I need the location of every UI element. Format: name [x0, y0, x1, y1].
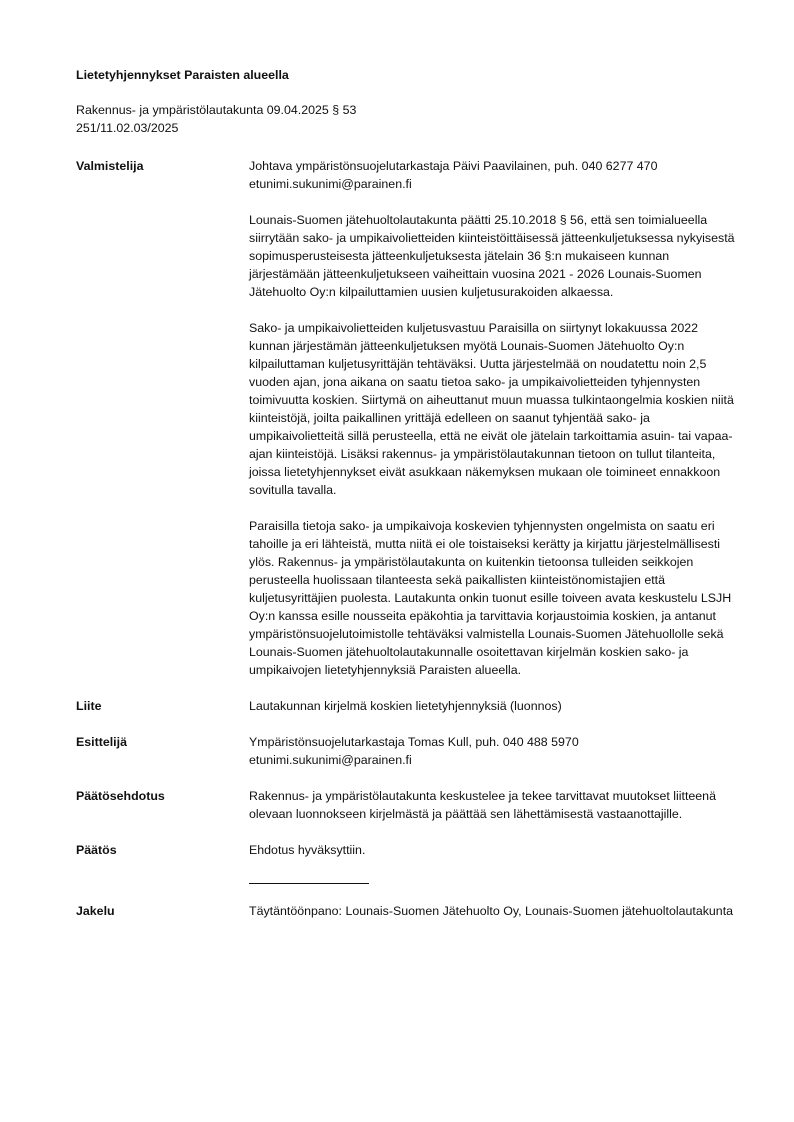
document-title: Lietetyhjennykset Paraisten alueella	[76, 68, 289, 82]
section-esittelija	[76, 733, 746, 769]
preparer-contact: Johtava ympäristönsuojelutarkastaja Päivi Paavilainen, puh. 040 6277 470 etunimi.sukunimi@parainen.fi	[249, 159, 658, 191]
presenter-contact: Ympäristönsuojelutarkastaja Tomas Kull, puh. 040 488 5970	[249, 735, 579, 749]
paragraph-3: Paraisilla tietoja sako- ja umpikaivoja koskevien tyhjennysten ongelmista on saatu eri tahoille ja eri lähteistä, mutta niitä ei ole toistaiseksi kerätty ja kirjattu järjestelmällisesti ylös. Rakennus- ja ympäristölautakunta on kuitenkin tietoonsa tulleiden seikkojen perusteella huolissaan tilanteesta sekä paikallisten kiinteistönomistajien että kuljetusyrittäjien puolesta. Lautakunta onkin tuonut esille toiveen avata keskustelu LSJH Oy:n kanssa esille nousseita epäkohtia ja tarvittavia korjaustoimia koskien, ja antanut ympäristönsuojelutoimistolle tehtäväksi valmistella Lounais-Suomen Jätehuollolle sekä Lounais-Suomen jätehuoltolautakunnalle osoitettavan kirjelmän koskien sako- ja umpikaivojen lietetyhjennyksiä Paraisten alueella.	[249, 519, 732, 677]
distribution-text: Täytäntöönpano: Lounais-Suomen Jätehuolto Oy, Lounais-Suomen jätehuoltolautakunta	[249, 904, 734, 918]
section-paatosehdotus	[76, 787, 746, 823]
section-content-valmistelija	[249, 157, 741, 679]
presenter-email: etunimi.sukunimi@parainen.fi	[249, 753, 412, 767]
attachment-text: Lautakunnan kirjelmä koskien lietetyhjennyksiä (luonnos)	[249, 699, 562, 713]
section-label-liite: Liite	[76, 699, 102, 713]
section-valmistelija	[76, 157, 746, 679]
document-page	[76, 66, 746, 920]
section-label-paatos: Päätös	[76, 843, 117, 857]
section-label-esittelija: Esittelijä	[76, 735, 127, 749]
proposal-text: Rakennus- ja ympäristölautakunta keskustelee ja tekee tarvittavat muutokset liitteenä olevaan luonnokseen kirjelmästä ja päättää sen lähettämisestä vastaanottajille.	[249, 789, 716, 821]
paragraph-2: Sako- ja umpikaivolietteiden kuljetusvastuu Paraisilla on siirtynyt lokakuussa 2022 kunnan järjestämän jätteenkuljetuksen myötä Lounais-Suomen Jätehuolto Oy:n kilpailuttaman kuljetusyrittäjän tehtäväksi. Uutta järjestelmää on noudatettu noin 2,5 vuoden ajan, jona aikana on saatu tietoa sako- ja umpikaivolietteiden tyhjennysten toimivuutta koskien. Siirtymä on aiheuttanut muun muassa tulkintaongelmia koskien niitä kiinteistöjä, joilta paikallinen yrittäjä edelleen on saanut tyhjentää sako- ja umpikaivolietteitä sillä perusteella, että ne eivät ole jätelain tarkoittamia asuin- tai vapaa-ajan kiinteistöjä. Lisäksi rakennus- ja ympäristölautakunnan tietoon on tullut tilanteita, joissa lietetyhjennykset eivät asukkaan näkemyksen mukaan ole toimineet ennakkoon sovitulla tavalla.	[249, 321, 734, 497]
section-label-valmistelija: Valmistelija	[76, 159, 144, 173]
section-paatos	[76, 841, 746, 859]
section-jakelu	[76, 902, 746, 920]
signature-divider	[249, 883, 369, 884]
preparer-email: etunimi.sukunimi@parainen.fi	[249, 177, 412, 191]
section-label-paatosehdotus: Päätösehdotus	[76, 789, 165, 803]
section-label-jakelu: Jakelu	[76, 904, 115, 918]
record-number: 251/11.02.03/2025	[76, 121, 179, 135]
decision-text: Ehdotus hyväksyttiin.	[249, 843, 366, 857]
document-meta	[76, 101, 746, 137]
paragraph-1: Lounais-Suomen jätehuoltolautakunta päätti 25.10.2018 § 56, että sen toimialueella siirrytään sako- ja umpikaivolietteiden kiinteistöittäisessä jätteenkuljetuksessa nykyisestä sopimusperusteisesta jätteenkuljetuksesta jätelain 36 §:n mukaiseen kunnan järjestämään jätteenkuljetukseen vaiheittain vuosina 2021 - 2026 Lounais-Suomen Jätehuolto Oy:n kilpailuttamien uusien kuljetusurakoiden alkaessa.	[249, 213, 735, 299]
section-liite	[76, 697, 746, 715]
section-content-esittelija	[249, 733, 741, 769]
meeting-reference: Rakennus- ja ympäristölautakunta 09.04.2025 § 53	[76, 103, 357, 117]
